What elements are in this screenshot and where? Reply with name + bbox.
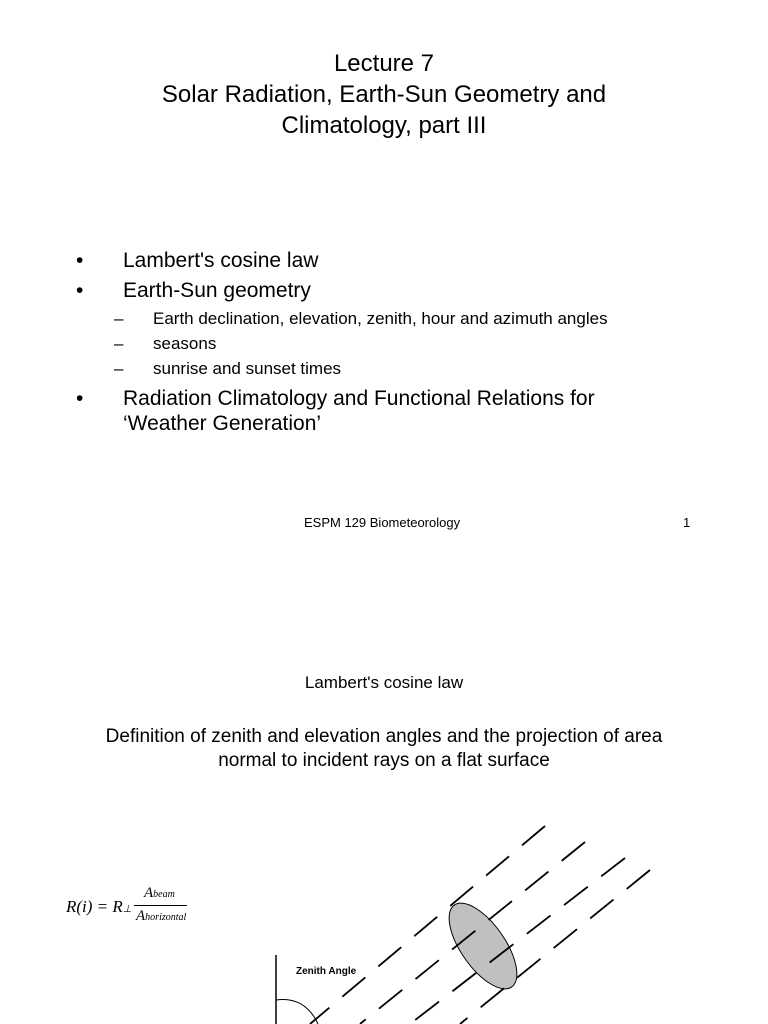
- denominator-symbol: A: [136, 908, 146, 924]
- formula-denominator: [136, 908, 186, 925]
- bullet-text: Radiation Climatology and Functional Relations for ‘Weather Generation’: [123, 387, 595, 435]
- sub-bullet-text: Earth declination, elevation, zenith, hour and azimuth angles: [153, 309, 608, 328]
- numerator-symbol: A: [144, 885, 154, 901]
- title-line-2: Solar Radiation, Earth-Sun Geometry and: [161, 81, 607, 108]
- formula-numerator: [144, 885, 175, 902]
- sub-bullet-text: seasons: [153, 334, 217, 353]
- page-number: 1: [683, 515, 691, 530]
- footer-course: ESPM 129 Biometeorology: [304, 515, 461, 530]
- slide-title: [0, 48, 768, 141]
- zenith-angle-diagram: [255, 815, 655, 1024]
- definition-text: Definition of zenith and elevation angles and the projection of area normal to incident rays on a flat surface: [105, 726, 663, 771]
- zenith-arc: [276, 1000, 318, 1024]
- title-line-3: Climatology, part III: [281, 112, 487, 139]
- zenith-angle-label: Zenith Angle: [296, 966, 357, 977]
- ray: [410, 858, 625, 1024]
- title-line-1: Lecture 7: [333, 50, 435, 77]
- slide-heading: Lambert's cosine law: [304, 673, 464, 692]
- numerator-sub: beam: [153, 889, 175, 900]
- ray: [360, 842, 585, 1024]
- formula-lhs-sub: ⊥: [122, 904, 132, 915]
- fraction-bar: [134, 905, 187, 906]
- bullet-dot: •: [76, 387, 84, 410]
- bullet-text: Earth-Sun geometry: [123, 279, 311, 302]
- formula-lhs-text: R(i) = R: [66, 897, 123, 916]
- ray: [310, 826, 545, 1024]
- sub-bullet-dash: –: [114, 359, 124, 378]
- bullet-dot: •: [76, 249, 84, 272]
- bullet-dot: •: [76, 279, 84, 302]
- sub-bullet-dash: –: [114, 334, 124, 353]
- sub-bullet-text: sunrise and sunset times: [153, 359, 342, 378]
- denominator-sub: horizontal: [145, 912, 187, 923]
- formula-lhs: [66, 897, 132, 917]
- bullet-text: Lambert's cosine law: [123, 249, 319, 272]
- projected-area-ellipse: [436, 892, 529, 999]
- sub-bullet-dash: –: [114, 309, 124, 328]
